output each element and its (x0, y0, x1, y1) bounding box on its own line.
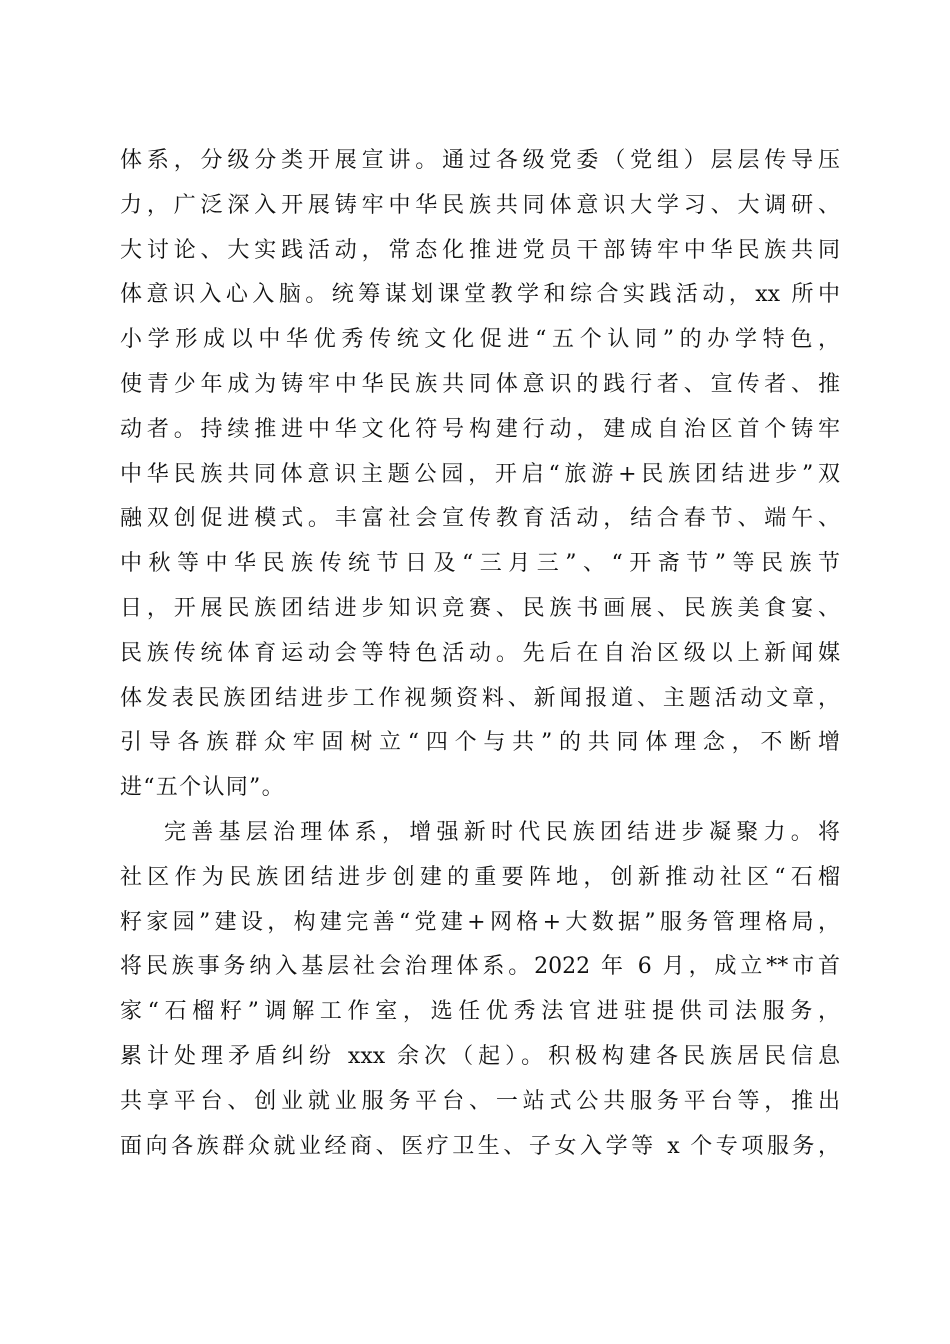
text-line: 体发表民族团结进步工作视频资料、新闻报道、主题活动文章， (120, 685, 840, 711)
text-line: 中秋等中华民族传统节日及“三月三”、“开斋节”等民族节 (120, 551, 840, 577)
text-line: 中华民族共同体意识主题公园，开启“旅游+民族团结进步”双 (120, 461, 840, 487)
text-line: 日，开展民族团结进步知识竞赛、民族书画展、民族美食宴、 (120, 595, 840, 621)
text-line: 引导各族群众牢固树立“四个与共”的共同体理念，不断增 (120, 730, 840, 756)
text-line: 体意识入心入脑。统筹谋划课堂教学和综合实践活动，xx 所中 (120, 282, 840, 308)
text-line: 将民族事务纳入基层社会治理体系。2022 年 6 月，成立**市首 (120, 954, 840, 980)
text-line: 家“石榴籽”调解工作室，选任优秀法官进驻提供司法服务， (120, 999, 840, 1025)
text-line: 社区作为民族团结进步创建的重要阵地，创新推动社区“石榴 (120, 864, 840, 890)
text-line: 动者。持续推进中华文化符号构建行动，建成自治区首个铸牢 (120, 416, 840, 442)
text-line: 面向各族群众就业经商、医疗卫生、子女入学等 x 个专项服务， (120, 1133, 840, 1159)
text-line: 小学形成以中华优秀传统文化促进“五个认同”的办学特色， (120, 327, 840, 353)
text-line: 使青少年成为铸牢中华民族共同体意识的践行者、宣传者、推 (120, 371, 840, 397)
text-line: 进“五个认同”。 (120, 775, 285, 801)
text-line: 共享平台、创业就业服务平台、一站式公共服务平台等，推出 (120, 1088, 840, 1114)
text-line: 融双创促进模式。丰富社会宣传教育活动，结合春节、端午、 (120, 506, 840, 532)
text-line: 力，广泛深入开展铸牢中华民族共同体意识大学习、大调研、 (120, 192, 840, 218)
text-line: 大讨论、大实践活动，常态化推进党员干部铸牢中华民族共同 (120, 237, 840, 263)
text-line: 累计处理矛盾纠纷 xxx 余次（起）。积极构建各民族居民信息 (120, 1043, 840, 1069)
text-line: 籽家园”建设，构建完善“党建+网格+大数据”服务管理格局， (120, 909, 840, 935)
paragraph-heading-line: 完善基层治理体系，增强新时代民族团结进步凝聚力。将 (164, 819, 840, 845)
body-text (120, 139, 840, 1169)
text-line: 体系，分级分类开展宣讲。通过各级党委（党组）层层传导压 (120, 148, 840, 173)
text-line: 民族传统体育运动会等特色活动。先后在自治区级以上新闻媒 (120, 640, 840, 666)
